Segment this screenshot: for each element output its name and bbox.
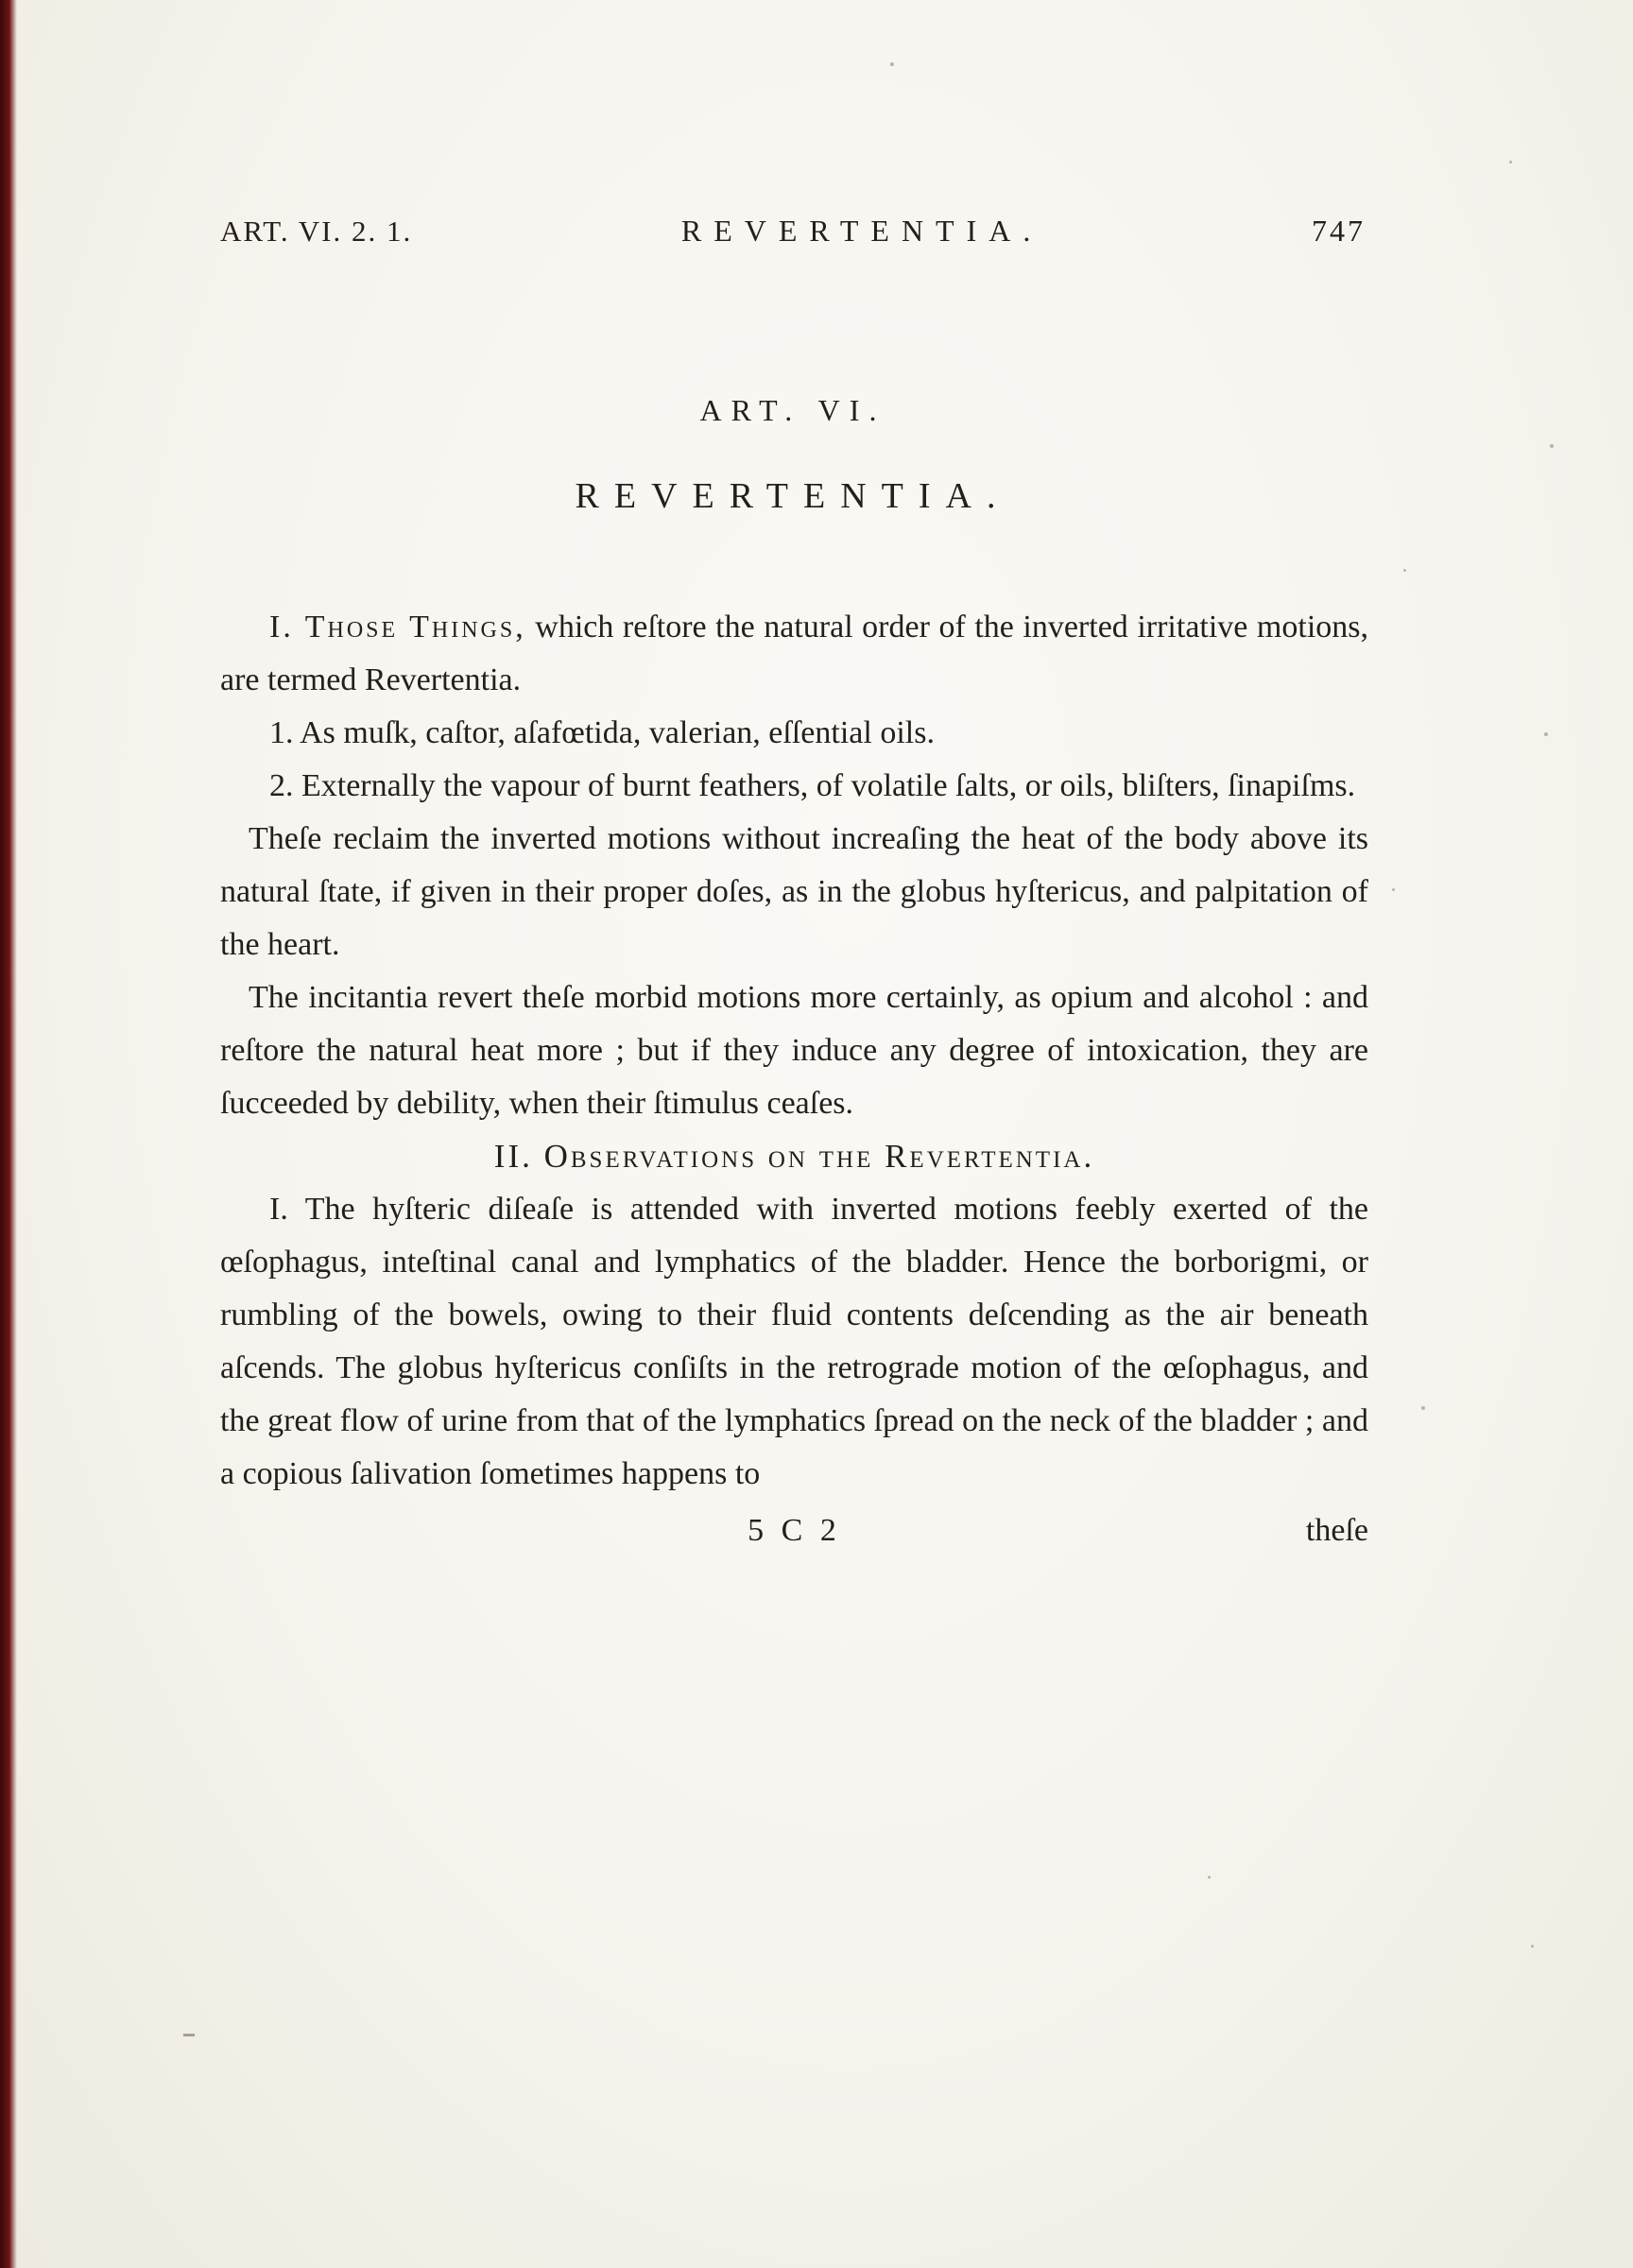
paper-mark xyxy=(183,2034,195,2036)
paper-speck xyxy=(1392,888,1395,891)
paragraph-item2: 2. Externally the vapour of burnt feathers, of volatile ſalts, or oils, bliſters, ſinapiſms. xyxy=(269,768,1356,803)
paper-speck xyxy=(1509,161,1512,163)
article-heading: ART. VI. xyxy=(699,393,886,427)
paper-speck xyxy=(1421,1406,1425,1410)
binding-edge xyxy=(0,0,17,2268)
page-number: 747 xyxy=(1311,214,1366,248)
text-block xyxy=(220,601,1368,1557)
paragraph-intro-lead: I. Those Things, xyxy=(269,610,526,644)
header-section-label: ART. VI. 2. 1. xyxy=(220,215,413,248)
header-running-title: REVERTENTIA. xyxy=(680,214,1043,248)
paragraph-incitantia: The incitantia revert theſe morbid motions more certainly, as opium and alcohol : and reſtore the natural heat more ; but if they induce any degree of intoxication, they are ſucceeded by debility, when their ſtimulus ceaſes. xyxy=(220,980,1368,1121)
signature-mark: 5 C 2 xyxy=(748,1513,841,1548)
catchword: theſe xyxy=(1305,1513,1368,1548)
paper-speck xyxy=(1208,1876,1211,1879)
article-title: REVERTENTIA. xyxy=(575,476,1011,516)
paragraph-intro xyxy=(220,601,1368,707)
paper-speck xyxy=(1550,444,1554,448)
paper-speck xyxy=(890,62,894,66)
page-footer xyxy=(220,1504,1368,1557)
paper-speck xyxy=(1544,732,1548,736)
paper-speck xyxy=(1531,1945,1534,1948)
paper-speck xyxy=(1403,569,1406,572)
paragraph-reclaim: Theſe reclaim the inverted motions without increaſing the heat of the body above its natural ſtate, if given in their proper doſes, as in the globus hyſtericus, and palpitation of the heart. xyxy=(220,821,1368,962)
section-heading: II. Observations on the Revertentia. xyxy=(493,1138,1095,1175)
paragraph-item1: 1. As muſk, caſtor, aſafœtida, valerian, eſſential oils. xyxy=(269,715,935,750)
paragraph-intro-rest: which reſtore the natural order of the inverted irritative motions, are termed Revertentia. xyxy=(220,610,1369,697)
paragraph-hysteric: I. The hyſteric diſeaſe is attended with inverted motions feebly exerted of the œſophagus, inteſtinal canal and lymphatics of the bladder. Hence the borborigmi, or rumbling of the bowels, owing to their fluid contents deſcending as the air beneath aſcends. The globus hyſtericus conſiſts in the retrograde motion of the œſophagus, and the great flow of urine from that of the lymphatics ſpread on the neck of the bladder ; and a copious ſalivation ſometimes happens to xyxy=(220,1192,1368,1491)
page-header xyxy=(220,214,1366,249)
